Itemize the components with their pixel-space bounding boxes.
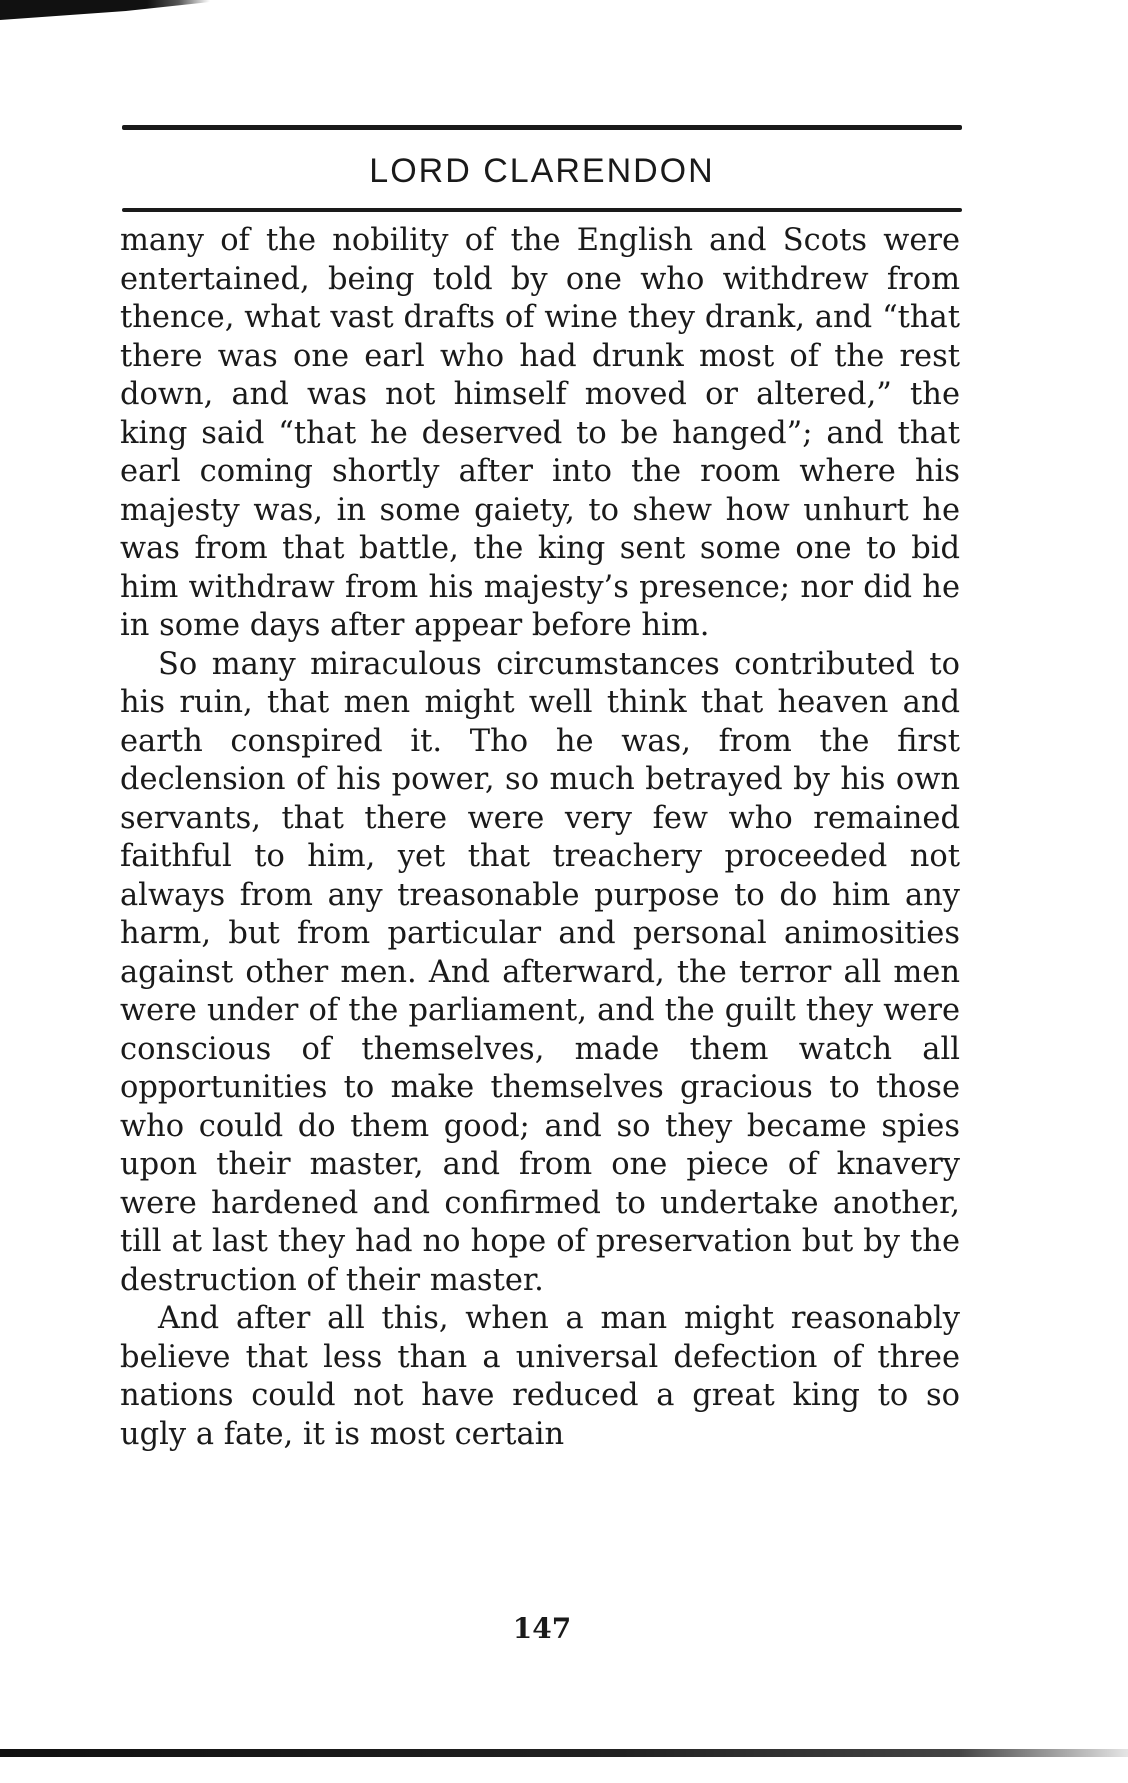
paragraph-2: So many miraculous circumstances contributed to his ruin, that men might well think that heaven and earth conspired it. Tho he was, from the first declension of his power, so much betrayed by his own servants, that there were very few who remained faithful to him, yet that treachery proceeded not always from any treasonable purpose to do him any harm, but from particular and personal animosities against other men. And afterward, the terror all men were under of the parliament, and the guilt they were conscious of themselves, made them watch all opportunities to make themselves gracious to those who could do them good; and so they became spies upon their master, and from one piece of knavery were hardened and confirmed to undertake another, till at last they had no hope of preservation but by the destruction of their master.: [120, 646, 960, 1298]
scan-edge-mark-top: [0, 0, 210, 20]
paragraph-3: And after all this, when a man might reasonably believe that less than a universal defection of three nations could not have reduced a great king to so ugly a fate, it is most certain: [120, 1301, 960, 1452]
page-body: [120, 222, 960, 1454]
paragraph-1: many of the nobility of the English and Scots were entertained, being told by one who withdrew from thence, what vast drafts of wine they drank, and “that there was one earl who had drunk most of the rest down, and was not himself moved or altered,” the king said “that he deserved to be hanged”; and that earl coming shortly after into the room where his majesty was, in some gaiety, to shew how unhurt he was from that battle, the king sent some one to bid him withdraw from his majesty’s presence; nor did he in some days after appear before him.: [120, 223, 960, 643]
header-rule-bottom: [122, 208, 962, 212]
page-number: 147: [512, 1612, 572, 1645]
scan-edge-mark-bottom: [0, 1749, 1128, 1757]
header-rule-top: [122, 125, 962, 130]
running-head: LORD CLARENDON: [369, 152, 715, 190]
